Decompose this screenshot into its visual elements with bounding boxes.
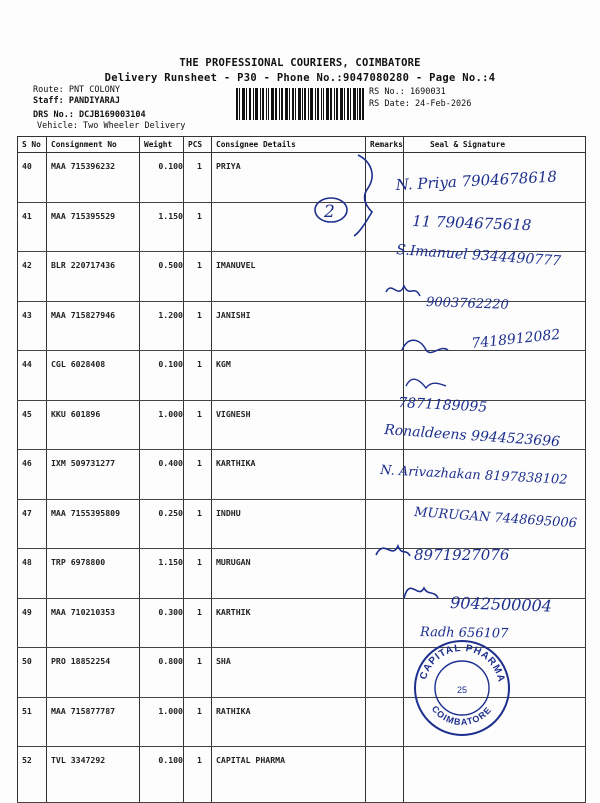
cell-consignment: IXM 509731277 <box>47 450 140 500</box>
header-pcs: PCS <box>184 137 212 153</box>
cell-weight: 1.150 <box>140 202 184 252</box>
cell-consignee: PRIYA <box>212 153 366 203</box>
table-row <box>18 351 586 401</box>
cell-weight: 0.100 <box>140 351 184 401</box>
signature-text: S.Imanuel 9344490777 <box>395 242 562 270</box>
header-weight: Weight <box>140 137 184 153</box>
header-seal: Seal & Signature <box>404 137 586 153</box>
route-label: Route: PNT COLONY <box>33 85 120 95</box>
cell-pcs: 1 <box>184 648 212 698</box>
cell-consignee: KARTHIK <box>212 598 366 648</box>
table-row <box>18 301 586 351</box>
cell-remarks <box>366 450 404 500</box>
signature-text: 11 7904675618 <box>411 212 532 235</box>
cell-consignment: CGL 6028408 <box>47 351 140 401</box>
cell-consignment: MAA 715827946 <box>47 301 140 351</box>
cell-pcs: 1 <box>184 499 212 549</box>
table-row <box>18 697 586 747</box>
cell-pcs: 1 <box>184 747 212 803</box>
company-title: THE PROFESSIONAL COURIERS, COIMBATORE <box>179 57 421 69</box>
header-consignment: Consignment No <box>47 137 140 153</box>
cell-remarks <box>366 697 404 747</box>
cell-remarks <box>366 648 404 698</box>
cell-pcs: 1 <box>184 450 212 500</box>
table-row <box>18 202 586 252</box>
cell-consignee: IMANUVEL <box>212 252 366 302</box>
cell-weight: 1.000 <box>140 400 184 450</box>
cell-weight: 0.400 <box>140 450 184 500</box>
cell-sno: 49 <box>18 598 47 648</box>
signature-text: Ronaldeens 9944523696 <box>383 422 561 451</box>
table-row <box>18 747 586 803</box>
cell-consignment: KKU 601896 <box>47 400 140 450</box>
table-row <box>18 499 586 549</box>
cell-sno: 41 <box>18 202 47 252</box>
cell-sno: 48 <box>18 549 47 599</box>
vehicle-label: Vehicle: Two Wheeler Delivery <box>37 121 186 131</box>
table-row <box>18 648 586 698</box>
header-consignee: Consignee Details <box>212 137 366 153</box>
cell-pcs: 1 <box>184 400 212 450</box>
cell-weight: 0.300 <box>140 598 184 648</box>
cell-sno: 45 <box>18 400 47 450</box>
runsheet-subtitle: Delivery Runsheet - P30 - Phone No.:9047080280 - Page No.:4 <box>104 72 496 84</box>
delivery-table <box>17 136 586 803</box>
cell-signature <box>404 351 586 401</box>
cell-weight: 1.200 <box>140 301 184 351</box>
cell-sno: 50 <box>18 648 47 698</box>
rs-date: RS Date: 24-Feb-2026 <box>369 99 472 109</box>
cell-consignee <box>212 202 366 252</box>
cell-weight: 0.250 <box>140 499 184 549</box>
signature-text: MURUGAN 7448695006 <box>413 505 578 532</box>
cell-remarks <box>366 202 404 252</box>
remarks-number: 2 <box>324 202 335 222</box>
cell-remarks <box>366 499 404 549</box>
signature-text: Radh 656107 <box>419 625 509 642</box>
cell-signature <box>404 648 586 698</box>
cell-pcs: 1 <box>184 202 212 252</box>
cell-pcs: 1 <box>184 351 212 401</box>
signature-text: 8971927076 <box>414 546 510 564</box>
cell-consignment: MAA 7155395809 <box>47 499 140 549</box>
stamp-top-text: CAPITAL PHARMA <box>418 642 507 684</box>
cell-signature <box>404 697 586 747</box>
cell-signature <box>404 747 586 803</box>
cell-pcs: 1 <box>184 301 212 351</box>
cell-sno: 51 <box>18 697 47 747</box>
cell-consignment: MAA 715395529 <box>47 202 140 252</box>
signature-text: 9003762220 <box>425 295 510 313</box>
cell-consignment: MAA 715396232 <box>47 153 140 203</box>
cell-pcs: 1 <box>184 252 212 302</box>
cell-consignee: KARTHIKA <box>212 450 366 500</box>
stamp-center-text: 25 <box>456 685 468 695</box>
signature-text: 9042500004 <box>449 593 553 616</box>
cell-signature <box>404 450 586 500</box>
table-row <box>18 598 586 648</box>
cell-consignment: BLR 220717436 <box>47 252 140 302</box>
cell-signature <box>404 549 586 599</box>
signature-text: N. Priya 7904678618 <box>395 167 558 194</box>
cell-consignee: KGM <box>212 351 366 401</box>
cell-consignee: SHA <box>212 648 366 698</box>
cell-pcs: 1 <box>184 598 212 648</box>
cell-signature <box>404 202 586 252</box>
cell-weight: 0.500 <box>140 252 184 302</box>
cell-sno: 52 <box>18 747 47 803</box>
header-sno: S No <box>18 137 47 153</box>
cell-signature <box>404 499 586 549</box>
staff-label: Staff: PANDIYARAJ <box>33 96 120 106</box>
cell-sno: 40 <box>18 153 47 203</box>
cell-consignee: VIGNESH <box>212 400 366 450</box>
cell-remarks <box>366 549 404 599</box>
drs-number: DRS No.: DCJB169003104 <box>33 110 146 120</box>
table-row <box>18 400 586 450</box>
cell-weight: 0.800 <box>140 648 184 698</box>
cell-consignee: CAPITAL PHARMA <box>212 747 366 803</box>
table-row <box>18 450 586 500</box>
cell-consignment: MAA 715877787 <box>47 697 140 747</box>
signature-text: 7871189095 <box>397 395 488 416</box>
cell-pcs: 1 <box>184 153 212 203</box>
cell-sno: 42 <box>18 252 47 302</box>
cell-pcs: 1 <box>184 697 212 747</box>
cell-weight: 1.000 <box>140 697 184 747</box>
cell-consignment: MAA 710210353 <box>47 598 140 648</box>
cell-signature <box>404 153 586 203</box>
cell-sno: 44 <box>18 351 47 401</box>
cell-consignment: PRO 18852254 <box>47 648 140 698</box>
stamp-bottom-text: COIMBATORE <box>429 703 494 728</box>
rs-number: RS No.: 1690031 <box>369 87 446 97</box>
signature-text: 7418912082 <box>470 326 562 352</box>
cell-remarks <box>366 598 404 648</box>
cell-weight: 0.100 <box>140 747 184 803</box>
cell-sno: 43 <box>18 301 47 351</box>
cell-signature <box>404 400 586 450</box>
cell-remarks <box>366 351 404 401</box>
cell-consignee: RATHIKA <box>212 697 366 747</box>
cell-sno: 46 <box>18 450 47 500</box>
barcode <box>236 88 364 120</box>
cell-consignee: JANISHI <box>212 301 366 351</box>
cell-consignment: TVL 3347292 <box>47 747 140 803</box>
signature-text: N. Arivazhakan 8197838102 <box>379 463 568 488</box>
table-row <box>18 549 586 599</box>
cell-remarks <box>366 252 404 302</box>
table-header-row <box>18 137 586 153</box>
cell-signature <box>404 252 586 302</box>
cell-signature <box>404 598 586 648</box>
table-row <box>18 252 586 302</box>
cell-consignment: TRP 6978800 <box>47 549 140 599</box>
cell-remarks <box>366 301 404 351</box>
cell-consignee: INDHU <box>212 499 366 549</box>
cell-remarks <box>366 153 404 203</box>
cell-weight: 0.100 <box>140 153 184 203</box>
cell-remarks <box>366 400 404 450</box>
cell-pcs: 1 <box>184 549 212 599</box>
cell-remarks <box>366 747 404 803</box>
cell-sno: 47 <box>18 499 47 549</box>
cell-weight: 1.150 <box>140 549 184 599</box>
cell-consignee: MURUGAN <box>212 549 366 599</box>
cell-signature <box>404 301 586 351</box>
table-row <box>18 153 586 203</box>
header-remarks: Remarks <box>366 137 404 153</box>
